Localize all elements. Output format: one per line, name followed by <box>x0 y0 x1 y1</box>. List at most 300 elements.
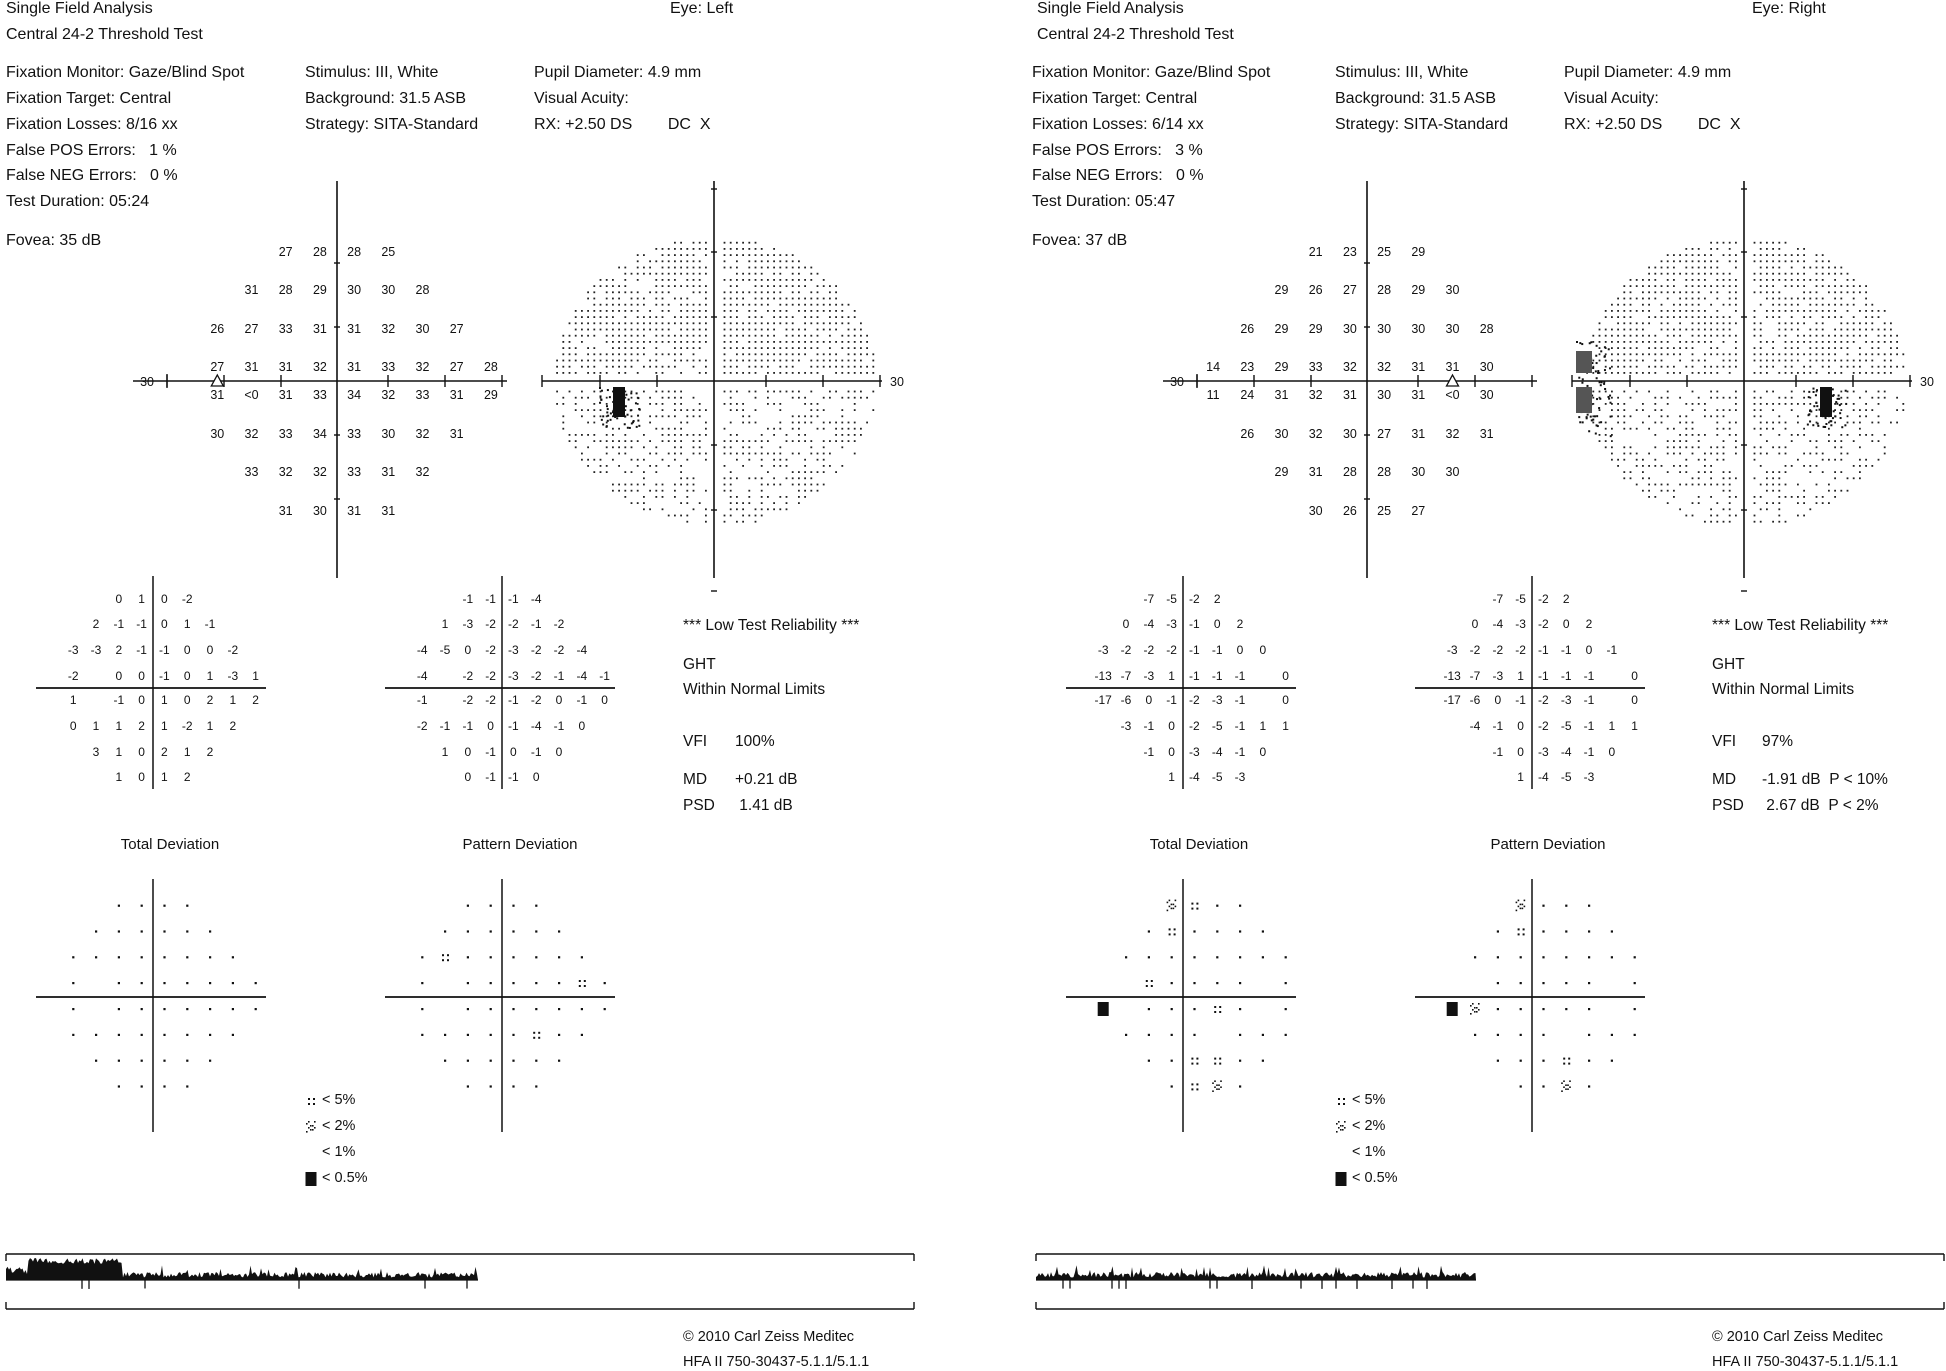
threshold-value: 29 <box>483 387 498 402</box>
pattern-deviation-value: 0 <box>555 693 563 707</box>
total-deviation-value: -1 <box>159 643 170 658</box>
prob-symbol-n <box>141 905 143 907</box>
prob-symbol-n <box>1611 1034 1613 1036</box>
psd-label: PSD <box>1712 797 1744 814</box>
threshold-value: 29 <box>1274 464 1289 479</box>
threshold-value: 30 <box>312 503 327 518</box>
total-deviation-value: 2 <box>206 744 214 759</box>
total-deviation-value: -3 <box>1189 744 1200 759</box>
pattern-deviation-value: -4 <box>416 643 428 658</box>
reliability-warning: *** Low Test Reliability *** <box>1712 617 1889 634</box>
prob-symbol-n <box>1125 956 1127 958</box>
prob-symbol-p5 <box>1191 903 1198 910</box>
threshold-value: 30 <box>381 426 396 441</box>
prob-symbol-n <box>467 1085 469 1087</box>
prob-symbol-n <box>467 1008 469 1010</box>
prob-symbol-n <box>1565 956 1567 958</box>
total-deviation-value: 1 <box>1168 770 1175 785</box>
total-deviation-title: Total Deviation <box>1149 836 1249 853</box>
pattern-deviation-value: 0 <box>555 744 563 759</box>
fixation-monitor: Fixation Monitor: Gaze/Blind Spot <box>6 64 245 81</box>
prob-symbol-n <box>141 956 143 958</box>
prob-symbol-n <box>1148 1060 1150 1062</box>
total-deviation-value: 0 <box>138 770 145 785</box>
pattern-deviation-value: 1 <box>441 744 449 759</box>
prob-symbol-n <box>1193 1034 1195 1036</box>
total-deviation-value: 0 <box>161 591 168 606</box>
total-deviation-value: -1 <box>1143 744 1155 759</box>
pattern-deviation-value: -2 <box>485 669 496 683</box>
total-deviation-value: 1 <box>69 693 77 707</box>
pattern-deviation-value: -1 <box>1583 744 1595 759</box>
prob-symbol-n <box>1634 956 1636 958</box>
total-deviation-value: 1 <box>206 718 214 733</box>
prob-symbol-n <box>232 956 234 958</box>
report-title: Single Field Analysis <box>6 0 153 17</box>
prob-symbol-n <box>118 1085 120 1087</box>
pattern-deviation-value: -5 <box>1560 770 1572 785</box>
legend-label: < 0.5% <box>1352 1170 1398 1186</box>
false-pos-errors: False POS Errors: 1 % <box>6 142 177 159</box>
pattern-deviation-value: 0 <box>1494 693 1502 707</box>
prob-symbol-n <box>1171 956 1173 958</box>
pattern-deviation-value: -2 <box>530 643 542 658</box>
prob-symbol-p2 <box>1561 1080 1571 1092</box>
threshold-value: 32 <box>1308 426 1323 441</box>
prob-symbol-n <box>95 930 97 932</box>
threshold-value: 33 <box>244 464 259 479</box>
prob-symbol-n <box>1239 1034 1241 1036</box>
threshold-value: 31 <box>1411 359 1426 374</box>
threshold-value: 29 <box>1411 244 1426 259</box>
pattern-deviation-value: 1 <box>1517 770 1524 785</box>
legend-label: < 1% <box>322 1144 356 1160</box>
threshold-value: 32 <box>1308 387 1323 402</box>
threshold-value: 29 <box>1274 359 1289 374</box>
axis-30-label: 30 <box>1170 375 1184 389</box>
threshold-value: 27 <box>1411 503 1426 518</box>
pattern-deviation-value: 0 <box>464 744 472 759</box>
pattern-deviation-value: 0 <box>464 770 472 785</box>
threshold-value: 27 <box>449 321 464 336</box>
device-version: HFA II 750-30437-5.1.1/5.1.1 <box>1712 1354 1899 1370</box>
total-deviation-value: 0 <box>69 718 77 733</box>
threshold-value: 31 <box>244 282 259 297</box>
pattern-deviation-value: -2 <box>508 617 519 632</box>
prob-symbol-n <box>95 956 97 958</box>
prob-symbol-n <box>1542 1008 1544 1010</box>
total-deviation-value: 0 <box>183 669 191 683</box>
pattern-deviation-value: -7 <box>1492 591 1504 606</box>
total-deviation-value: -3 <box>1120 718 1132 733</box>
prob-symbol-n <box>1542 956 1544 958</box>
total-deviation-value: 1 <box>252 669 259 683</box>
prob-symbol-n <box>186 1060 188 1062</box>
prob-symbol-n <box>467 956 469 958</box>
prob-symbol-n <box>1239 1085 1241 1087</box>
prob-symbol-p2 <box>1212 1080 1222 1092</box>
threshold-value: 30 <box>1445 282 1460 297</box>
threshold-value: 32 <box>381 387 396 402</box>
prob-symbol-n <box>1239 905 1241 907</box>
threshold-value: 21 <box>1308 244 1323 259</box>
prob-symbol-p5 <box>1214 1058 1221 1065</box>
pattern-deviation-value: -1 <box>576 693 588 707</box>
threshold-value: 33 <box>415 387 430 402</box>
md-label: MD <box>1712 771 1737 788</box>
total-deviation-value: -2 <box>1189 718 1200 733</box>
pattern-deviation-value: -1 <box>439 718 451 733</box>
prob-symbol-n <box>558 1008 560 1010</box>
device-version: HFA II 750-30437-5.1.1/5.1.1 <box>683 1354 870 1370</box>
pattern-deviation-value: -2 <box>530 669 542 683</box>
pattern-deviation-value: 0 <box>578 718 586 733</box>
total-deviation-value: 0 <box>138 693 145 707</box>
total-deviation-value: -7 <box>1120 669 1132 683</box>
threshold-value: 28 <box>1377 282 1392 297</box>
pattern-deviation-value: 0 <box>487 718 494 733</box>
prob-symbol-n <box>141 1060 143 1062</box>
threshold-value: <0 <box>244 387 259 402</box>
total-deviation-value: -4 <box>1143 617 1155 632</box>
total-deviation-value: -3 <box>227 669 239 683</box>
pattern-deviation-value: -1 <box>485 770 496 785</box>
blind-spot-region <box>613 387 625 417</box>
psd-label: PSD <box>683 797 715 814</box>
prob-symbol-n <box>421 956 423 958</box>
threshold-value: 31 <box>381 464 396 479</box>
threshold-value: 31 <box>347 321 362 336</box>
total-deviation-value: 1 <box>1168 669 1175 683</box>
prob-symbol-n <box>1497 1060 1499 1062</box>
total-deviation-value: 0 <box>183 643 191 658</box>
pattern-deviation-value: -3 <box>1560 693 1572 707</box>
ght-result: Within Normal Limits <box>1712 681 1855 698</box>
prob-symbol-n <box>72 1008 74 1010</box>
total-deviation-value: -4 <box>1211 744 1223 759</box>
total-deviation-value: 2 <box>206 693 214 707</box>
total-deviation-value: 1 <box>138 591 145 606</box>
prob-symbol-n <box>421 1008 423 1010</box>
pattern-deviation-title: Pattern Deviation <box>462 836 578 853</box>
threshold-value: 31 <box>1411 387 1426 402</box>
copyright: © 2010 Carl Zeiss Meditec <box>1712 1329 1884 1345</box>
threshold-value: 30 <box>1479 387 1494 402</box>
total-deviation-value: 0 <box>1282 693 1289 707</box>
copyright: © 2010 Carl Zeiss Meditec <box>683 1329 855 1345</box>
fixation-losses: Fixation Losses: 6/14 xx <box>1032 116 1204 133</box>
threshold-value: 25 <box>1377 244 1392 259</box>
prob-symbol-n <box>118 905 120 907</box>
pattern-deviation-value: -3 <box>508 669 519 683</box>
threshold-value: 33 <box>347 426 362 441</box>
total-deviation-value: -1 <box>1143 718 1155 733</box>
prob-symbol-n <box>1148 956 1150 958</box>
pattern-deviation-value: -1 <box>462 591 474 606</box>
prob-symbol-p5 <box>1146 980 1153 987</box>
total-deviation-value: 2 <box>252 693 259 707</box>
prob-symbol-n <box>1171 1008 1173 1010</box>
prob-symbol-n <box>186 956 188 958</box>
total-deviation-value: -3 <box>1166 617 1177 632</box>
prob-symbol-n <box>163 1008 165 1010</box>
legend-label: < 1% <box>1352 1144 1386 1160</box>
total-deviation-probability <box>1066 879 1296 1132</box>
prob-symbol-p5 <box>579 980 586 987</box>
threshold-grid <box>1163 181 1537 578</box>
threshold-value: 32 <box>381 321 396 336</box>
false-neg-errors: False NEG Errors: 0 % <box>6 167 178 184</box>
prob-symbol-n <box>558 982 560 984</box>
total-deviation-value: -2 <box>1143 643 1155 658</box>
total-deviation-value: 0 <box>115 669 123 683</box>
total-deviation-value: -1 <box>136 617 147 632</box>
threshold-value: 32 <box>244 426 259 441</box>
pattern-deviation-value: -2 <box>553 617 565 632</box>
total-deviation-value: -3 <box>90 643 102 658</box>
threshold-value: 31 <box>1342 387 1357 402</box>
legend-label: < 5% <box>1352 1092 1386 1108</box>
total-deviation-value: 0 <box>138 744 145 759</box>
prob-symbol-n <box>163 1085 165 1087</box>
prob-symbol-n <box>232 982 234 984</box>
total-deviation-value: -2 <box>227 643 239 658</box>
prob-symbol-n <box>1497 1008 1499 1010</box>
prob-symbol-p2 <box>1516 900 1526 912</box>
pattern-deviation-title: Pattern Deviation <box>1490 836 1606 853</box>
prob-symbol-p2 <box>1470 1003 1480 1015</box>
pattern-deviation-value: -3 <box>462 617 474 632</box>
threshold-value: 32 <box>1377 359 1392 374</box>
prob-symbol-n <box>1611 956 1613 958</box>
ght-label: GHT <box>683 656 716 673</box>
pattern-deviation-value: -3 <box>1492 669 1504 683</box>
eye-label: Eye: Left <box>670 0 734 17</box>
threshold-value: 31 <box>1479 426 1494 441</box>
total-deviation-value: 2 <box>138 718 145 733</box>
prob-symbol-n <box>1565 930 1567 932</box>
md-value: +0.21 dB <box>735 771 798 788</box>
prob-symbol-n <box>141 1034 143 1036</box>
prob-symbol-n <box>558 1034 560 1036</box>
prob-symbol-n <box>1171 1034 1173 1036</box>
prob-symbol-n <box>163 956 165 958</box>
total-deviation-value: 0 <box>1168 718 1175 733</box>
prob-symbol-n <box>1474 1034 1476 1036</box>
pattern-deviation-value: -2 <box>1538 617 1549 632</box>
prob-symbol-n <box>581 1008 583 1010</box>
pattern-deviation-value: 2 <box>1562 591 1570 606</box>
prob-symbol-n <box>1171 982 1173 984</box>
total-deviation-value: 1 <box>115 718 123 733</box>
prob-symbol-n <box>1588 956 1590 958</box>
threshold-value: 25 <box>1377 503 1392 518</box>
prob-symbol-n <box>1634 1008 1636 1010</box>
prob-symbol-n <box>535 930 537 932</box>
prob-symbol-n <box>209 982 211 984</box>
prob-symbol-n <box>1239 1060 1241 1062</box>
threshold-value: 26 <box>1342 503 1357 518</box>
threshold-value: 27 <box>449 359 464 374</box>
fixation-losses: Fixation Losses: 8/16 xx <box>6 116 178 133</box>
pattern-deviation-value: -1 <box>416 693 428 707</box>
pattern-deviation-value: 0 <box>532 770 540 785</box>
prob-symbol-n <box>232 1034 234 1036</box>
total-deviation-value: -1 <box>1189 617 1200 632</box>
pattern-deviation-value: -1 <box>485 591 496 606</box>
prob-symbol-n <box>581 956 583 958</box>
prob-symbol-n <box>421 982 423 984</box>
total-deviation-value: -5 <box>1211 770 1223 785</box>
threshold-value: 30 <box>1342 321 1357 336</box>
prob-symbol-n <box>490 1008 492 1010</box>
pattern-deviation-value: -3 <box>1583 770 1595 785</box>
axis-30-label: 30 <box>890 375 904 389</box>
prob-symbol-n <box>604 982 606 984</box>
reliability-warning: *** Low Test Reliability *** <box>683 617 860 634</box>
total-deviation-value: -1 <box>1211 669 1223 683</box>
prob-symbol-n <box>141 1085 143 1087</box>
visual-acuity: Visual Acuity: <box>1564 90 1659 107</box>
threshold-value: 30 <box>1479 359 1494 374</box>
threshold-value: 33 <box>278 426 293 441</box>
threshold-value: 32 <box>415 464 430 479</box>
pattern-deviation-value: 1 <box>1517 669 1524 683</box>
threshold-value: 30 <box>1411 464 1426 479</box>
threshold-value: 32 <box>415 359 430 374</box>
prob-symbol-n <box>1148 1034 1150 1036</box>
prob-symbol-n <box>467 1034 469 1036</box>
total-deviation-value: 0 <box>138 669 145 683</box>
pattern-deviation-value: -1 <box>1560 643 1572 658</box>
threshold-value: 14 <box>1206 359 1221 374</box>
prob-symbol-n <box>1216 956 1218 958</box>
stimulus: Stimulus: III, White <box>1335 64 1469 81</box>
pattern-deviation-value: -1 <box>508 718 519 733</box>
total-deviation-value: -1 <box>113 617 125 632</box>
threshold-value: 33 <box>278 321 293 336</box>
total-deviation-value: 2 <box>229 718 237 733</box>
prob-symbol-n <box>444 1060 446 1062</box>
pattern-deviation-value: -3 <box>508 643 519 658</box>
prob-symbol-n <box>118 1060 120 1062</box>
pattern-deviation-probability <box>385 879 615 1132</box>
prob-symbol-p5 <box>1169 928 1176 935</box>
pattern-deviation-value: 0 <box>1517 718 1524 733</box>
ght-result: Within Normal Limits <box>683 681 826 698</box>
pattern-deviation-value: -2 <box>462 669 474 683</box>
threshold-value: 30 <box>1342 426 1357 441</box>
pattern-deviation-value: -1 <box>1515 693 1526 707</box>
prob-symbol-n <box>512 905 514 907</box>
prob-symbol-n <box>1193 930 1195 932</box>
total-deviation-value: -2 <box>1166 643 1177 658</box>
pattern-deviation-value: -1 <box>1492 718 1504 733</box>
threshold-value: 28 <box>312 244 327 259</box>
threshold-value: 31 <box>449 426 464 441</box>
prob-symbol-n <box>1588 982 1590 984</box>
prob-symbol-n <box>1565 982 1567 984</box>
rx-correction: RX: +2.50 DS DC X <box>1564 116 1741 133</box>
total-deviation-value: 1 <box>161 693 168 707</box>
threshold-value: 30 <box>1377 321 1392 336</box>
prob-symbol-n <box>490 1085 492 1087</box>
pattern-deviation-value: -4 <box>416 669 428 683</box>
total-deviation-value: 0 <box>161 617 168 632</box>
prob-symbol-n <box>1588 1060 1590 1062</box>
prob-symbol-n <box>444 930 446 932</box>
total-deviation-value: -4 <box>1189 770 1200 785</box>
prob-symbol-n <box>467 930 469 932</box>
prob-symbol-n <box>1588 905 1590 907</box>
pattern-deviation-value: 0 <box>1562 617 1570 632</box>
prob-symbol-n <box>467 982 469 984</box>
pattern-deviation-value: 0 <box>601 693 608 707</box>
md-value: -1.91 dB P < 10% <box>1762 771 1888 788</box>
prob-symbol-n <box>1239 930 1241 932</box>
total-deviation-value: 1 <box>183 744 191 759</box>
threshold-value: 31 <box>1445 359 1460 374</box>
legend-label: < 0.5% <box>322 1170 368 1186</box>
threshold-value: 30 <box>1308 503 1323 518</box>
prob-symbol-n <box>535 982 537 984</box>
prob-symbol-p5 <box>1518 928 1525 935</box>
greyscale-plot <box>1572 181 1934 591</box>
prob-symbol-n <box>141 1008 143 1010</box>
pattern-deviation-value: -4 <box>530 591 542 606</box>
total-deviation-value: -1 <box>136 643 147 658</box>
pattern-deviation-value: -2 <box>1492 643 1504 658</box>
prob-symbol-n <box>490 930 492 932</box>
pattern-deviation-value: -2 <box>530 693 542 707</box>
total-deviation-value: 0 <box>1259 643 1267 658</box>
prob-symbol-p05 <box>1447 1002 1458 1016</box>
prob-symbol-n <box>1148 1008 1150 1010</box>
total-deviation-value: 1 <box>161 770 168 785</box>
test-name: Central 24-2 Threshold Test <box>1037 26 1234 43</box>
threshold-value: 31 <box>278 503 293 518</box>
threshold-value: 24 <box>1240 387 1255 402</box>
prob-symbol-p05 <box>1098 1002 1109 1016</box>
total-deviation-value: -7 <box>1143 591 1155 606</box>
pattern-deviation-value: -1 <box>1583 669 1595 683</box>
pattern-deviation-value: 0 <box>1608 744 1616 759</box>
total-deviation-value: 1 <box>229 693 237 707</box>
prob-symbol-n <box>1497 1034 1499 1036</box>
threshold-value: 28 <box>483 359 498 374</box>
prob-symbol-n <box>163 1034 165 1036</box>
ght-label: GHT <box>1712 656 1745 673</box>
threshold-value: 32 <box>312 359 327 374</box>
threshold-value: 29 <box>1274 282 1289 297</box>
pattern-deviation-value: -1 <box>1538 669 1549 683</box>
prob-symbol-p5 <box>442 954 449 961</box>
prob-symbol-n <box>1193 956 1195 958</box>
prob-symbol-p5 <box>1214 1006 1221 1013</box>
prob-symbol-n <box>512 982 514 984</box>
prob-symbol-n <box>1611 1060 1613 1062</box>
pattern-deviation-value: -4 <box>576 669 588 683</box>
prob-symbol-n <box>512 956 514 958</box>
pattern-deviation-value: -3 <box>1515 617 1526 632</box>
pattern-deviation-value: -1 <box>508 770 519 785</box>
total-deviation-value: 2 <box>1236 617 1244 632</box>
total-deviation-value: -3 <box>1234 770 1246 785</box>
total-deviation-value: -3 <box>1097 643 1109 658</box>
total-deviation-value: 1 <box>183 617 191 632</box>
threshold-value: 27 <box>1377 426 1392 441</box>
false-neg-errors: False NEG Errors: 0 % <box>1032 167 1204 184</box>
